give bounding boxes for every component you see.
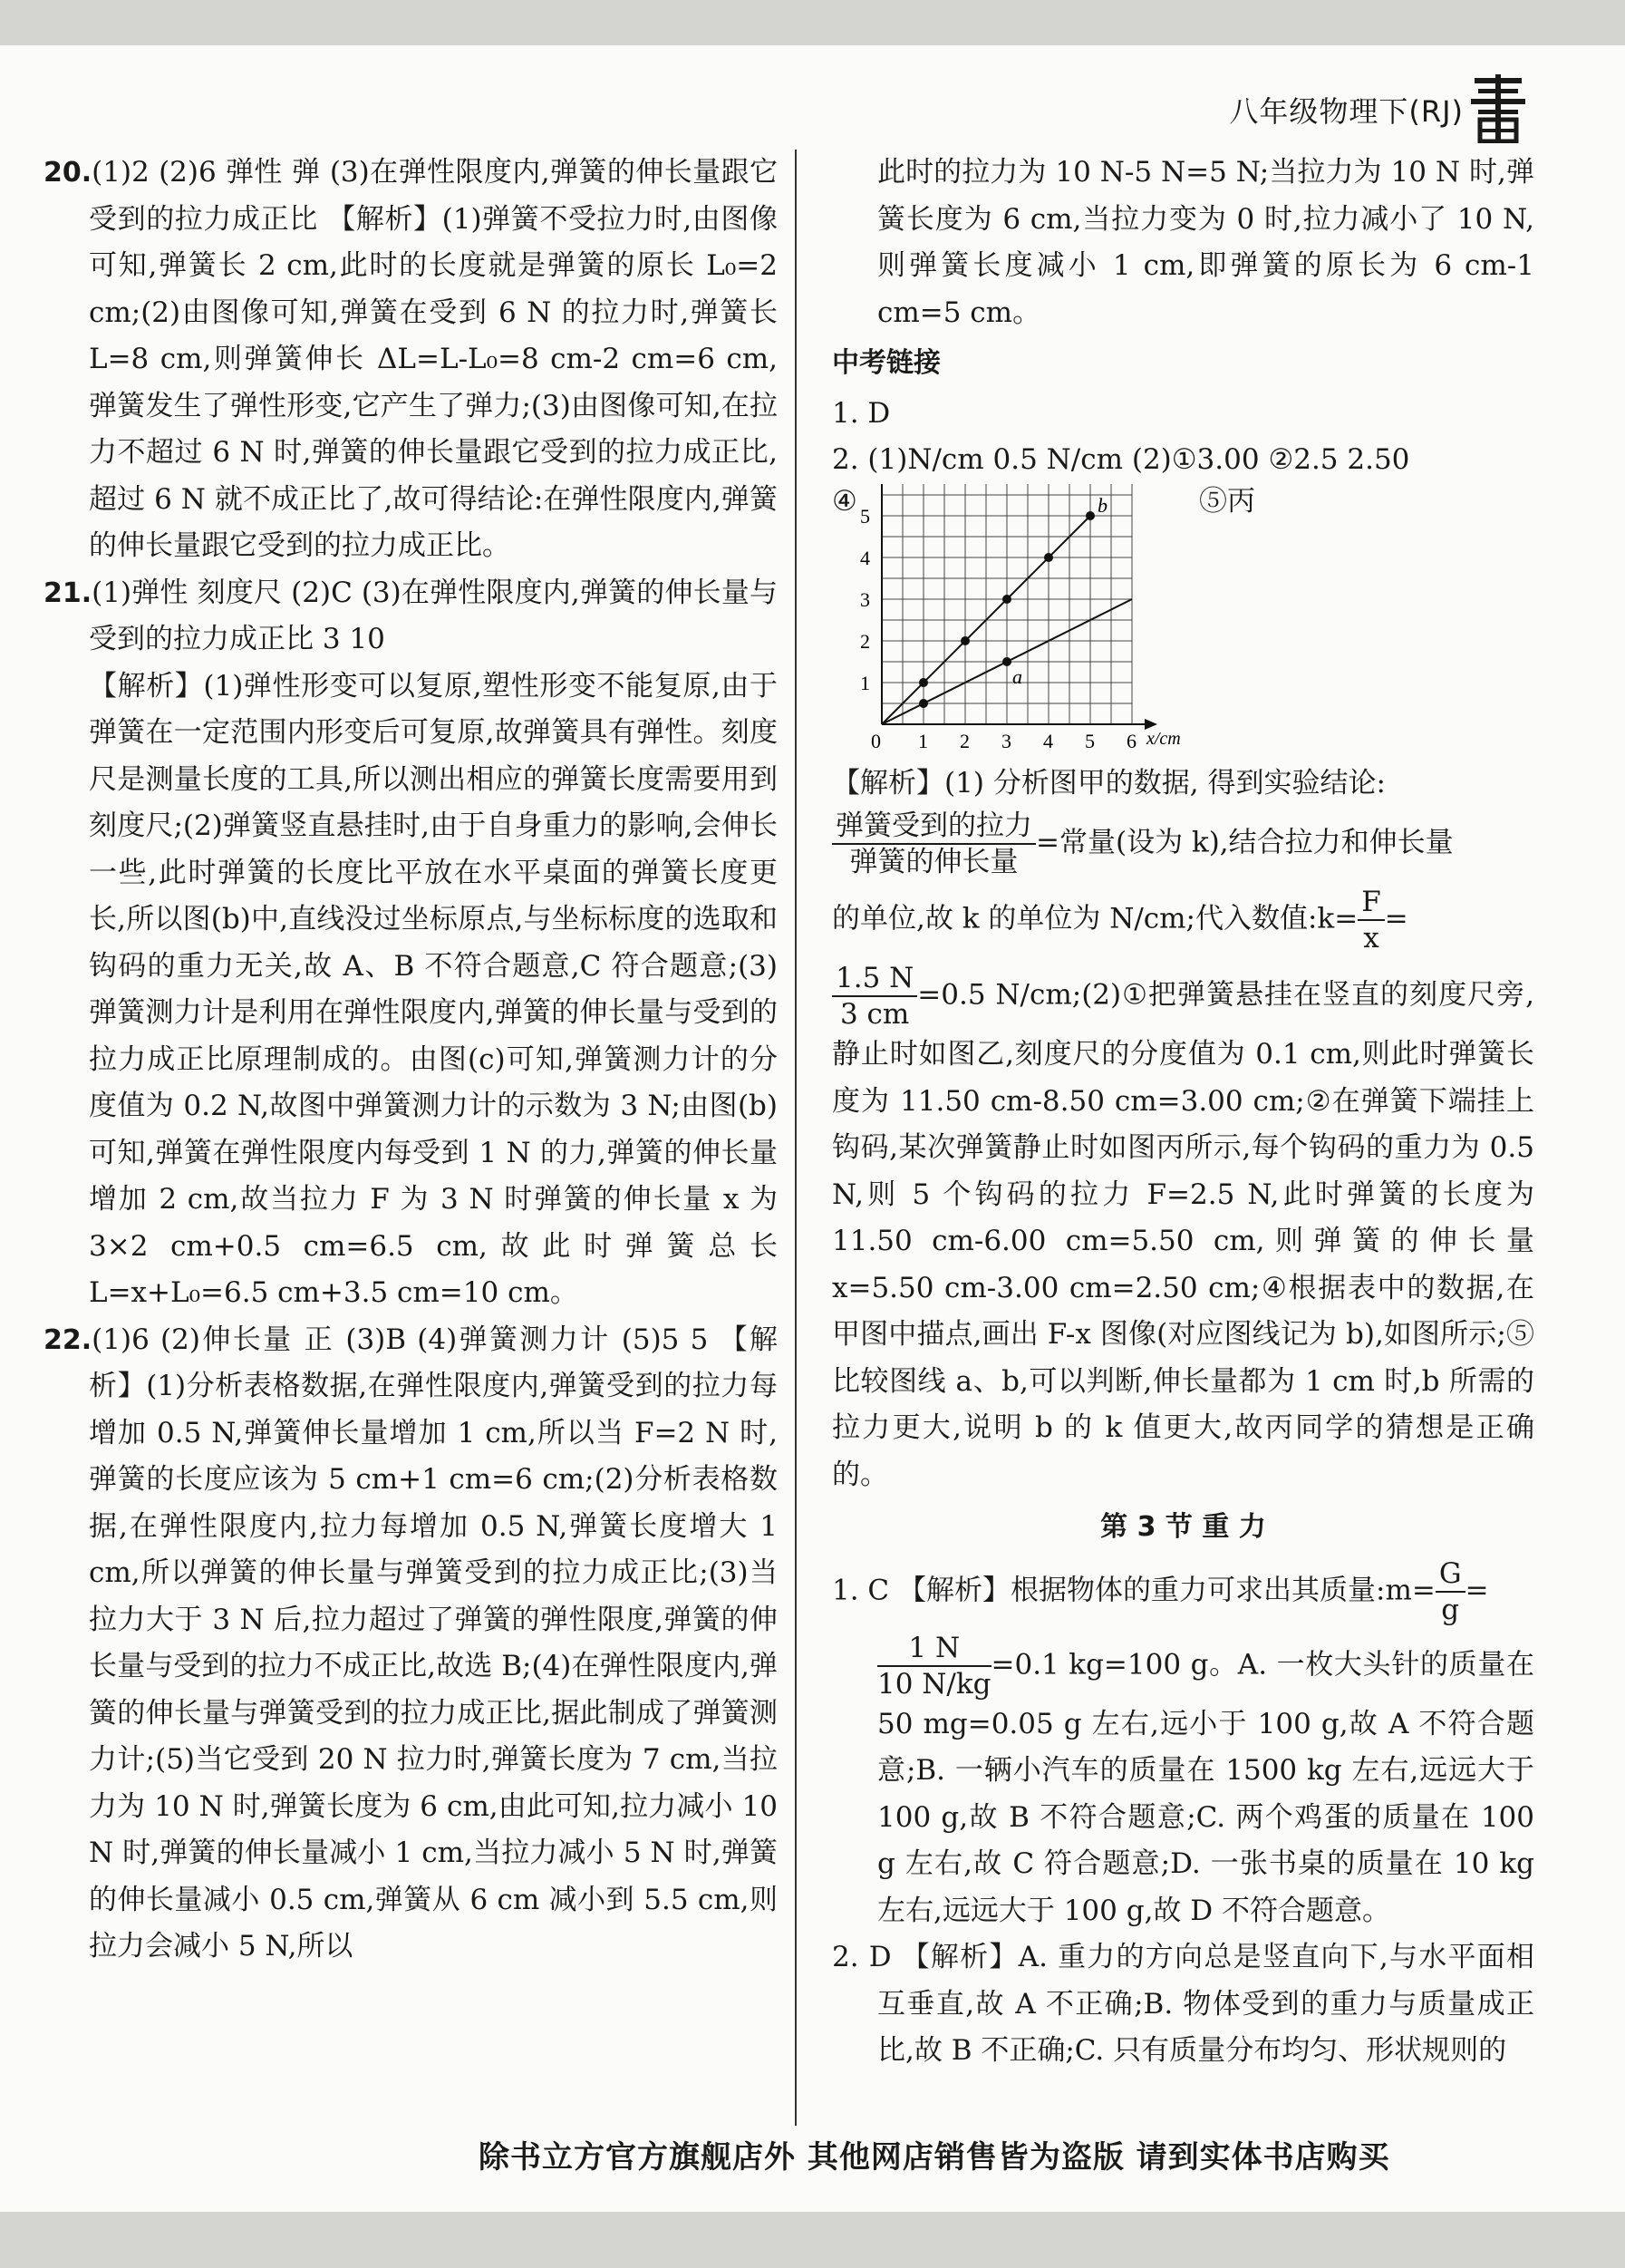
chart-svg	[832, 484, 1213, 761]
fraction-numerator: 弹簧受到的拉力	[832, 809, 1036, 845]
zk-answer-2-item4: ④	[832, 484, 857, 518]
zk-analysis-fraction-line	[832, 809, 1534, 879]
fraction-denominator: g	[1441, 1593, 1460, 1626]
x-tick-label: 6	[1127, 729, 1137, 752]
fraction-value	[832, 961, 917, 1032]
x-tick-label: 5	[1085, 729, 1095, 752]
y-tick-label: 4	[860, 546, 870, 569]
data-point-a	[1002, 657, 1011, 666]
fraction-numerator: 1 N	[877, 1631, 991, 1667]
data-point-b	[1044, 553, 1053, 562]
x-tick-label: 1	[918, 729, 928, 752]
answer-text: =	[1465, 1574, 1489, 1606]
zk-analysis-line2	[832, 885, 1534, 955]
analysis-text: 的单位,故 k 的单位为 N/cm;代入数值:k=	[832, 902, 1359, 935]
x-tick-label: 4	[1043, 729, 1053, 752]
answer-21-analysis	[44, 664, 778, 1317]
question-number: 22.	[44, 1323, 92, 1356]
y-tick-label: 2	[860, 629, 870, 653]
data-point-b	[1086, 511, 1095, 520]
zk-analysis-line3	[832, 961, 1534, 1498]
series-label-a: a	[1012, 664, 1022, 688]
fraction-g-over-g	[1436, 1556, 1465, 1627]
answer-text: =0.1 kg=100 g。A. 一枚大头针的质量在 50 mg=0.05 g 左右,远小于 100 g,故 A 不符合题意;B. 一辆小汽车的质量在 1500 kg 左右,远远大于 100 g,故 B 不符合题意;C. 两个鸡蛋的质量在 100 g 左右,故 C 符合题意;D. 一张书桌的质量在 10 kg 左右,远远大于 100 g,故 D 不符合题意。	[877, 1648, 1534, 1927]
question-number: 20.	[44, 157, 92, 189]
fraction-denominator: 弹簧的伸长量	[849, 846, 1019, 878]
fraction-numerator: G	[1436, 1556, 1465, 1593]
fraction-denominator: x	[1363, 922, 1379, 955]
fraction-mass	[877, 1631, 991, 1701]
x-tick-label: 3	[1001, 729, 1011, 752]
y-tick-label: 1	[860, 671, 870, 694]
zk-answer-2-item5: ⑤丙	[1199, 484, 1255, 518]
fraction-denominator: 3 cm	[839, 998, 910, 1031]
fraction-numerator: F	[1358, 885, 1385, 921]
fraction-f-over-x	[1358, 885, 1385, 955]
zk-analysis-line1: 【解析】(1) 分析图甲的数据, 得到实验结论:	[832, 766, 1386, 800]
zhongkao-heading: 中考链接	[832, 347, 941, 379]
zk-answer-1: 1. D	[832, 396, 891, 430]
section-title: 第 3 节 重 力	[1100, 1511, 1266, 1543]
x-tick-label: 2	[960, 729, 970, 752]
answer-22-continued: 此时的拉力为 10 N-5 N=5 N;当拉力为 10 N 时,弹簧长度为 6 cm,当拉力变为 0 时,拉力减小了 10 N,则弹簧长度减小 1 cm,即弹簧的原长为 6 cm-1 cm=5 cm。	[877, 156, 1534, 329]
fraction-numerator: 1.5 N	[832, 961, 917, 997]
force-extension-chart	[832, 484, 1534, 761]
answer-text: (1)6 (2)伸长量 正 (3)B (4)弹簧测力计 (5)5 5 【解析】(1)分析表格数据,在弹性限度内,弹簧受到的拉力每增加 0.5 N,弹簧伸长量增加 1 cm,所以当 F=2 N 时,弹簧的长度应该为 5 cm+1 cm=6 cm;(2)分析表格数据,在弹性限度内,拉力每增加 0.5 N,弹簧长度增大 1 cm,所以弹簧的伸长量与弹簧受到的拉力成正比;(3)当拉力大于 3 N 后,拉力超过了弹簧的弹性限度,弹簧的伸长量与受到的拉力不成正比,故选 B;(4)在弹性限度内,弹簧的伸长量与弹簧受到的拉力成正比,据此制成了弹簧测力计;(5)当它受到 20 N 拉力时,弹簧长度为 7 cm,当拉力为 10 N 时,弹簧长度为 6 cm,由此可知,拉力减小 10 N 时,弹簧的伸长量减小 1 cm,当拉力减小 5 N 时,弹簧的伸长量减小 0.5 cm,弹簧从 6 cm 减小到 5.5 cm,则拉力会减小 5 N,所以	[89, 1323, 778, 1963]
data-point-b	[1002, 595, 1011, 604]
column-divider	[795, 150, 797, 2126]
data-point-a	[919, 699, 928, 708]
data-point-b	[919, 678, 928, 687]
answer-22	[44, 1317, 778, 1971]
page-footer-notice: 除书立方官方旗舰店外 其他网店销售皆为盗版 请到实体书店购买	[479, 2139, 1390, 2176]
zk-answer-2: 2. (1)N/cm 0.5 N/cm (2)①3.00 ②2.5 2.50	[832, 443, 1410, 476]
x-tick-label: 0	[871, 729, 881, 752]
fraction-force-over-extension	[832, 809, 1036, 879]
analysis-text: =0.5 N/cm;(2)①把弹簧悬挂在竖直的刻度尺旁,静止时如图乙,刻度尺的分度值为 0.1 cm,则此时弹簧长度为 11.50 cm-8.50 cm=3.00 cm;②在弹簧下端挂上钩码,某次弹簧静止时如图丙所示,每个钩码的重力为 0.5 N,则 5 个钩码的拉力 F=2.5 N,此时弹簧的长度为 11.50 cm-6.00 cm=5.50 cm,则弹簧的伸长量 x=5.50 cm-3.00 cm=2.50 cm;④根据表中的数据,在甲图中描点,画出 F-x 图像(对应图线记为 b),如图所示;⑤比较图线 a、b,可以判断,伸长量都为 1 cm 时,b 所需的拉力更大,说明 b 的 k 值更大,故丙同学的猜想是正确的。	[832, 978, 1534, 1491]
answer-text: 【解析】(1)弹性形变可以复原,塑性形变不能复原,由于弹簧在一定范围内形变后可复原,故弹簧具有弹性。刻度尺是测量长度的工具,所以测出相应的弹簧长度需要用到刻度尺;(2)弹簧竖直悬挂时,由于自身重力的影响,会伸长一些,此时弹簧的长度比平放在水平桌面的弹簧长度更长,所以图(b)中,直线没过坐标原点,与坐标标度的选取和钩码的重力无关,故 A、B 不符合题意,C 符合题意;(3)弹簧测力计是利用在弹性限度内,弹簧的伸长量与受到的拉力成正比原理制成的。由图(c)可知,弹簧测力计的分度值为 0.2 N,故图中弹簧测力计的示数为 3 N;由图(b)可知,弹簧在弹性限度内每受到 1 N 的力,弹簧的伸长量增加 2 cm,故当拉力 F 为 3 N 时弹簧的伸长量 x 为 3×2 cm+0.5 cm=6.5 cm,故此时弹簧总长 L=x+L₀=6.5 cm+3.5 cm=10 cm。	[89, 669, 778, 1309]
x-axis-label: x/cm	[1146, 728, 1181, 749]
answer-text: (1)弹性 刻度尺 (2)C (3)在弹性限度内,弹簧的伸长量与受到的拉力成正比 3 10	[89, 576, 778, 655]
y-tick-label: 5	[860, 504, 870, 528]
gravity-answer-2: 2. D 【解析】A. 重力的方向总是竖直向下,与水平面相互垂直,故 A 不正确;B. 物体受到的重力与质量成正比,故 B 不正确;C. 只有质量分布均匀、形状规则的	[832, 1941, 1534, 2067]
data-point-b	[961, 636, 970, 645]
question-number: 21.	[44, 577, 92, 609]
answer-21	[44, 570, 778, 664]
top-gray-band	[0, 0, 1625, 45]
right-column	[832, 150, 1534, 2075]
page-header-title: 八年级物理下(RJ)	[1229, 94, 1464, 129]
analysis-text: =常量(设为 k),结合拉力和伸长量	[1036, 826, 1454, 859]
analysis-text: =	[1384, 902, 1408, 935]
gravity-answer-1	[832, 1556, 1534, 1627]
left-column	[44, 150, 778, 1971]
fraction-denominator: 10 N/kg	[877, 1667, 991, 1701]
answer-20	[44, 150, 778, 570]
gravity-answer-1-cont	[832, 1631, 1534, 1935]
bottom-gray-band	[0, 2212, 1625, 2268]
series-label-b: b	[1098, 493, 1108, 517]
answer-text: (1)2 (2)6 弹性 弹 (3)在弹性限度内,弹簧的伸长量跟它受到的拉力成正比 【解析】(1)弹簧不受拉力时,由图像可知,弹簧长 2 cm,此时的长度就是弹簧的原长 L₀=2 cm;(2)由图像可知,弹簧在受到 6 N 的拉力时,弹簧长 L=8 cm,则弹簧伸长 ΔL=L-L₀=8 cm-2 cm=6 cm,弹簧发生了弹性形变,它产生了弹力;(3)由图像可知,在拉力不超过 6 N 时,弹簧的伸长量跟它受到的拉力成正比,超过 6 N 就不成正比了,故可得结论:在弹性限度内,弹簧的伸长量跟它受到的拉力成正比。	[89, 156, 778, 562]
y-tick-label: 3	[860, 587, 870, 611]
book-logo-icon	[1471, 74, 1525, 143]
answer-text: 1. C 【解析】根据物体的重力可求出其质量:m=	[832, 1574, 1436, 1606]
